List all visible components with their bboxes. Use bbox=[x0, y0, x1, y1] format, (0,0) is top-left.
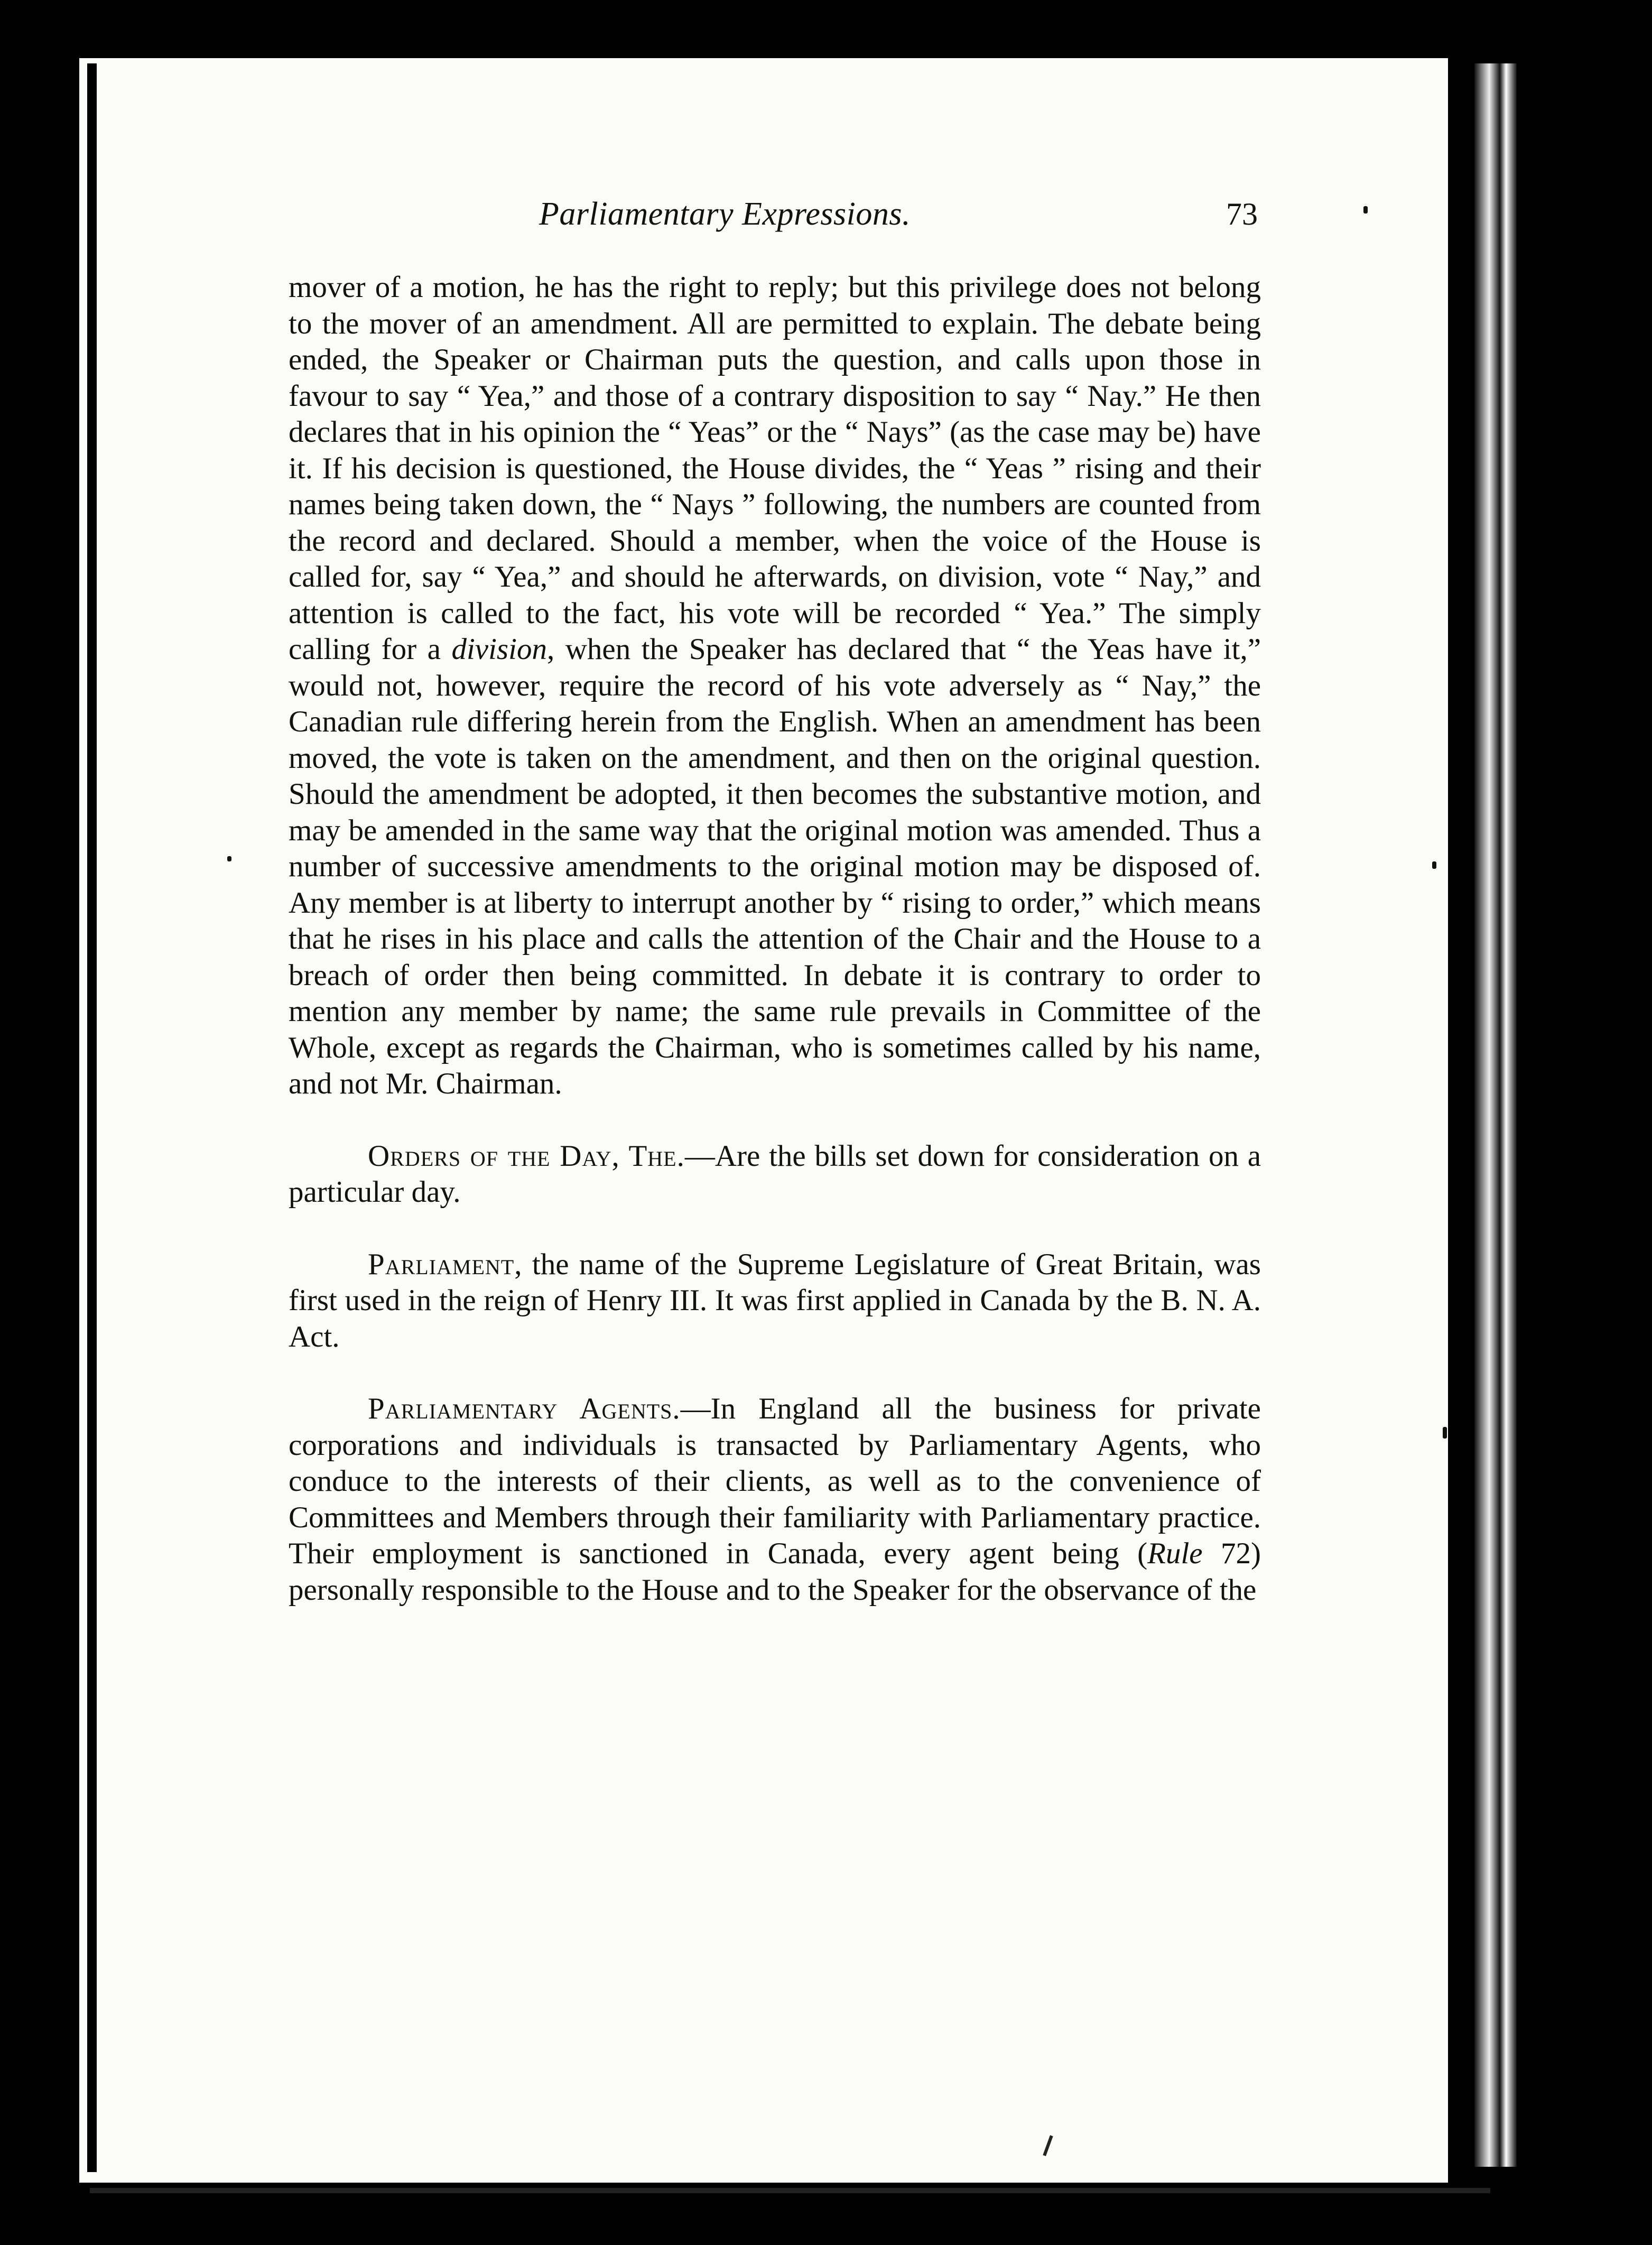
paragraph-text: mover of a motion, he has the right to reply; but this privilege does not belong to the mover of an amendment. All are permitted to explain. The debate being ended, the Speaker or Chairman puts the question, and calls upon those in favour to say “ Yea,” and those of a contrary disposition to say “ Nay.” He then declares that in his opinion the “ Yeas” or the “ Nays” (as the case may be) have it. If his decision is questioned, the House divides, the “ Yeas ” rising and their names being taken down, the “ Nays ” following, the numbers are counted from the record and declared. Should a member, when the voice of the House is called for, say “ Yea,” and should he afterwards, on division, vote “ Nay,” and attention is called to the fact, his vote will be recorded “ Yea.” The simply calling for a bbox=[289, 271, 1261, 666]
scan-speck bbox=[227, 856, 231, 861]
entry-term: Parliament bbox=[368, 1247, 515, 1281]
scan-edge-bottom bbox=[90, 2188, 1490, 2193]
glossary-entry-orders-of-the-day bbox=[289, 1138, 1261, 1211]
entry-term: Parliamentary Agents. bbox=[368, 1392, 681, 1425]
rule-number: 72 bbox=[1202, 1537, 1251, 1570]
glossary-entry-parliamentary-agents bbox=[289, 1391, 1261, 1608]
scan-speck bbox=[1443, 1427, 1447, 1439]
page-body bbox=[289, 270, 1261, 1608]
italic-term: division bbox=[451, 633, 547, 666]
running-title: Parliamentary Expressions. bbox=[539, 196, 911, 232]
entry-term: Orders of the Day, The. bbox=[368, 1139, 685, 1173]
page-number: 73 bbox=[1226, 197, 1258, 231]
rule-label: Rule bbox=[1147, 1537, 1203, 1570]
glossary-entry-parliament bbox=[289, 1247, 1261, 1356]
scan-speck bbox=[1363, 206, 1368, 214]
running-header bbox=[539, 196, 1258, 243]
entry-text: , the name of the Supreme Legislature of Great Britain, was first used in the reign of Henry III. It was first applied in Canada by the B. N. A. Act. bbox=[289, 1247, 1261, 1353]
scan-speck bbox=[1432, 861, 1436, 869]
scan-edge-right bbox=[1474, 63, 1517, 2167]
paragraph-text: , when the Speaker has declared that “ the Yeas have it,” would not, however, require the record of his vote adversely as “ Nay,” the Canadian rule differing herein from the English. When an amendment has been moved, the vote is taken on the amendment, and then on the original question. Should the amendment be adopted, it then becomes the substantive motion, and may be amended in the same way that the original motion was amended. Thus a number of successive amendments to the original motion may be disposed of. Any member is at liberty to interrupt another by “ rising to order,” which means that he rises in his place and calls the attention of the Chair and the House to a breach of order then being committed. In debate it is contrary to order to mention any member by name; the same rule prevails in Committee of the Whole, except as regards the Chairman, who is sometimes called by his name, and not Mr. Chairman. bbox=[289, 633, 1261, 1100]
entry-text: —Are the bills set down for consideration on a particular day. bbox=[289, 1139, 1261, 1209]
continued-paragraph bbox=[289, 270, 1261, 1102]
entry-text: ) personally responsible to the House and to the Speaker for the observance of the bbox=[289, 1537, 1261, 1607]
scan-edge-left bbox=[87, 63, 97, 2172]
entry-text: —In England all the business for private corporations and individuals is transacted by Parliamentary Agents, who conduce to the interests of their clients, as well as to the convenience of Committees and Members through their familiarity with Parliamentary practice. Their employment is sanctioned in Canada, every agent being ( bbox=[289, 1392, 1261, 1570]
